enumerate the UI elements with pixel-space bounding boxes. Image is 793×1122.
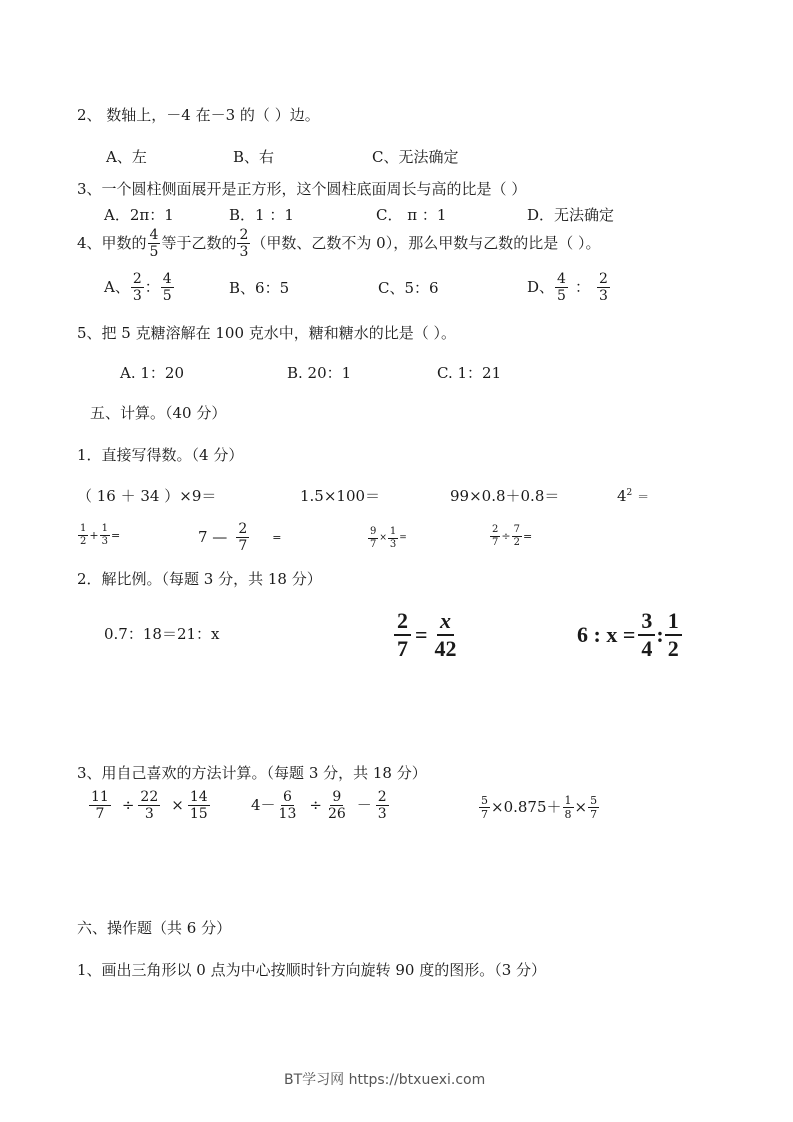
q4-fraction-2: $\frac{2}{3}$	[239, 227, 249, 260]
q4-option-c: C、5：6	[378, 279, 439, 297]
calc-expression-3: $\frac{5}{7}$ ×0.875＋ $\frac{1}{8}$ × $\frac{5}{7}$	[481, 794, 598, 821]
question-5-text: 5、把 5 克糖溶解在 100 克水中，糖和糖水的比是（ ）。	[77, 324, 457, 342]
footer-watermark: BT学习网 https://btxuexi.com	[284, 1072, 486, 1088]
q4d-fraction-2: $\frac{2}{3}$	[598, 271, 608, 304]
q3-option-d: D．无法确定	[527, 206, 615, 224]
mental-calc-4: $4^2$ ＝	[617, 487, 650, 505]
q4-option-d: D、 $\frac{4}{5}$ ： $\frac{2}{3}$	[527, 271, 608, 304]
mental-calc-6: 7 — $\frac{2}{7}$ =	[198, 521, 282, 554]
part-3-title: 3、用自己喜欢的方法计算。（每题 3 分，共 18 分）	[77, 764, 427, 782]
mental-calc-7: $\frac{9}{7}$ × $\frac{1}{3}$ =	[370, 526, 407, 550]
mental-calc-5: $\frac{1}{2}$ + $\frac{1}{3}$ =	[80, 523, 121, 547]
question-4-text	[77, 228, 601, 259]
section-6-title: 六、操作题（共 6 分）	[77, 919, 232, 937]
q3-option-b: B．1 ：1	[229, 206, 294, 224]
calc-expression-2: 4－ $\frac{6}{13}$ ÷ $\frac{9}{26}$ － $\frac{2}{3}$	[251, 789, 387, 822]
mental-calc-2: 1.5×100＝	[300, 487, 381, 505]
q4-option-b: B、6：5	[229, 279, 290, 297]
proportion-2: $\frac{2}{7}$ = $\frac{x}{42}$	[393, 610, 461, 660]
proportion-3: 6 : x = $\frac{3}{4}$ : $\frac{1}{2}$	[577, 610, 683, 660]
q5-option-a: A. 1：20	[120, 364, 184, 382]
q4a-fraction-1: $\frac{2}{3}$	[132, 271, 142, 304]
q4a-fraction-2: $\frac{4}{5}$	[162, 271, 172, 304]
mental-calc-8: $\frac{2}{7}$ ÷ $\frac{7}{2}$ =	[492, 524, 533, 548]
q2-option-b: B、右	[233, 148, 275, 166]
mental-calc-1: （ 16 ＋ 34 ）×9＝	[77, 487, 217, 505]
q5-option-c: C. 1：21	[437, 364, 502, 382]
q4-fraction-1: $\frac{4}{5}$	[149, 227, 159, 260]
proportion-1: 0.7：18＝21：x	[104, 625, 220, 643]
question-2-text: 2、 数轴上，－4 在－3 的（ ）边。	[77, 106, 320, 124]
q4d-fraction-1: $\frac{4}{5}$	[557, 271, 566, 304]
q3-option-c: C． π ：1	[376, 206, 447, 224]
part-1-title: 1．直接写得数。（4 分）	[77, 446, 244, 464]
q4-middle: 等于乙数的	[161, 234, 237, 252]
mental-calc-3: 99×0.8＋0.8＝	[450, 487, 560, 505]
q4-prefix: 4、甲数的	[77, 234, 147, 252]
q5-option-b: B. 20：1	[287, 364, 352, 382]
section-6-question-1: 1、画出三角形以 0 点为中心按顺时针方向旋转 90 度的图形。（3 分）	[77, 961, 547, 979]
question-3-text: 3、一个圆柱侧面展开是正方形，这个圆柱底面周长与高的比是（ ）	[77, 180, 527, 198]
calc-expression-1: $\frac{11}{7}$ ÷ $\frac{22}{3}$ × $\frac{14}{15}$	[91, 789, 208, 822]
q4-suffix: （甲数、乙数不为 0），那么甲数与乙数的比是（ ）。	[251, 234, 601, 252]
q4-option-a: A、 $\frac{2}{3}$ ： $\frac{4}{5}$	[104, 271, 172, 304]
q2-option-c: C、无法确定	[372, 148, 459, 166]
section-5-title: 五、计算。（40 分）	[90, 404, 227, 422]
q2-option-a: A、左	[106, 148, 147, 166]
part-2-title: 2．解比例。（每题 3 分，共 18 分）	[77, 570, 322, 588]
q3-option-a: A．2π：1	[104, 206, 174, 224]
